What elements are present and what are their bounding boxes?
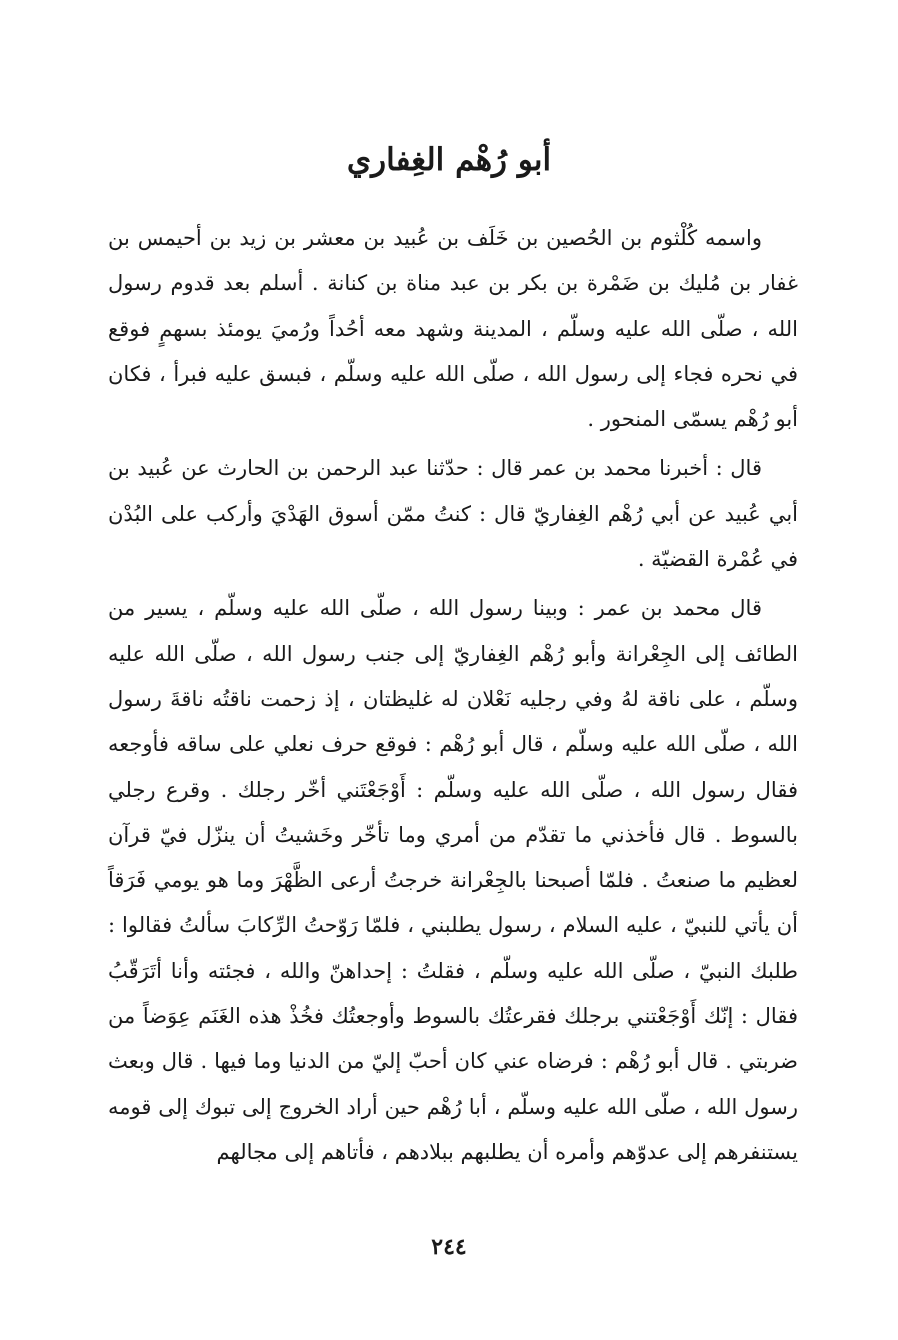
paragraph-1: واسمه كُلْثوم بن الحُصين بن خَلَف بن عُبيد بن معشر بن زيد بن أحيمس بن غفار بن مُليك بن ضَمْرة بن بكر بن عبد مناة بن كنانة . أسلم بعد قدوم رسول الله ، صلّى الله عليه وسلّم ، المدينة وشهد معه أحُداً ورُميَ يومئذ بسهمٍ فوقع في نحره فجاء إلى رسول الله ، صلّى الله عليه وسلّم ، فبسق عليه فبرأ ، فكان أبو رُهْم يسمّى المنحور . [108,226,798,432]
page-number: ٢٤٤ [431,1234,467,1260]
paragraph-2: قال : أخبرنا محمد بن عمر قال : حدّثنا عبد الرحمن بن الحارث عن عُبيد بن أبي عُبيد عن أبي رُهْم الغِفاريّ قال : كنتُ ممّن أسوق الهَدْيَ وأركب على البُدْن في عُمْرة القضيّة . [108,456,798,572]
paragraph-3: قال محمد بن عمر : وبينا رسول الله ، صلّى الله عليه وسلّم ، يسير من الطائف إلى الجِعْرانة وأبو رُهْم الغِفاريّ إلى جنب رسول الله ، صلّى الله عليه وسلّم ، على ناقة لهُ وفي رجليه نَعْلان له غليظتان ، إذ زحمت ناقتُه ناقةَ رسول الله ، صلّى الله عليه وسلّم ، قال أبو رُهْم : فوقع حرف نعلي على ساقه فأوجعه فقال رسول الله ، صلّى الله عليه وسلّم : أَوْجَعْتَني أخّر رجلك . وقرع رجلي بالسوط . قال فأخذني ما تقدّم من أمري وما تأخّر وخَشيتُ أن ينزّل فيّ قرآن لعظيم ما صنعتُ . فلمّا أصبحنا بالجِعْرانة خرجتُ أرعى الظَّهْرَ وما هو يومي فَرَقاً أن يأتي للنبيّ ، عليه السلام ، رسول يطلبني ، فلمّا رَوّحتُ الرِّكابَ سألتُ فقالوا : طلبك النبيّ ، صلّى الله عليه وسلّم ، فقلتُ : إحداهنّ والله ، فجئته وأنا أتَرَقّبُ فقال : إنّك أَوْجَعْتني برجلك فقرعتُك بالسوط وأوجعتُك فخُذْ هذه الغَنَم عِوَضاً من ضربتي . قال أبو رُهْم : فرضاه عني كان أحبّ إليّ من الدنيا وما فيها . قال وبعث رسول الله ، صلّى الله عليه وسلّم ، أبا رُهْم حين أراد الخروج إلى تبوك إلى قومه يستنفرهم إلى عدوّهم وأمره أن يطلبهم ببلادهم ، فأتاهم إلى مجالهم [108,596,798,1164]
chapter-title: أبو رُهْم الغِفاري [346,142,552,178]
body-text [108,216,798,1175]
